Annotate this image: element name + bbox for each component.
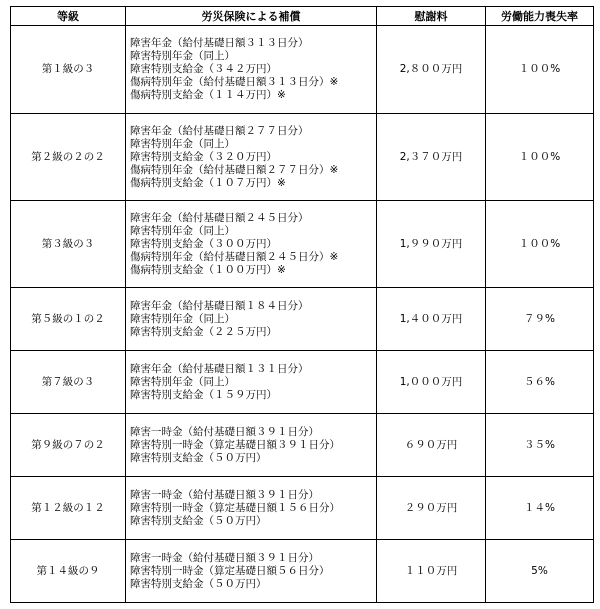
- compensation-line: 傷病特別支給金（１０７万円）※: [130, 176, 286, 189]
- grade-cell: 第１２級の１２: [11, 477, 126, 540]
- compensation-line: 障害特別支給金（３２０万円）: [130, 150, 277, 163]
- compensation-line: 傷病特別年金（給付基礎日額３１３日分）※: [130, 76, 339, 88]
- compensation-line: 障害特別一時金（算定基礎日額３９１日分）: [130, 438, 340, 451]
- table-row: [11, 540, 594, 603]
- compensation-line: 障害一時金（給付基礎日額３９１日分）: [130, 425, 319, 438]
- compensation-line: 障害特別支給金（３４２万円）: [130, 63, 277, 75]
- grade-cell: 第３級の３: [11, 201, 126, 288]
- consolation-cell: １１０万円: [377, 540, 486, 603]
- loss-rate-cell: １４%: [486, 477, 594, 540]
- loss-rate-cell: １００%: [486, 201, 594, 288]
- compensation-line: 障害特別年金（同上）: [130, 50, 235, 62]
- consolation-cell: 2,８００万円: [377, 26, 486, 114]
- compensation-cell: [126, 414, 377, 477]
- consolation-cell: ２９０万円: [377, 477, 486, 540]
- compensation-line: 障害年金（給付基礎日額１８４日分）: [130, 299, 309, 312]
- compensation-line: 障害特別支給金（５０万円）: [130, 577, 267, 590]
- compensation-cell: [126, 201, 377, 288]
- compensation-line: 障害特別支給金（１５９万円）: [130, 388, 277, 401]
- compensation-cell: [126, 477, 377, 540]
- table-row: [11, 114, 594, 201]
- compensation-line: 障害特別一時金（算定基礎日額１５６日分）: [130, 501, 340, 514]
- loss-rate-cell: １００%: [486, 26, 594, 114]
- loss-rate-cell: ７９%: [486, 288, 594, 351]
- compensation-line: 障害特別支給金（５０万円）: [130, 514, 267, 527]
- compensation-line: 傷病特別支給金（１１４万円）※: [130, 89, 286, 101]
- header-compensation: 労災保険による補償: [126, 7, 377, 26]
- compensation-line: 障害特別年金（同上）: [130, 224, 235, 237]
- loss-rate-cell: ３５%: [486, 414, 594, 477]
- grade-cell: 第１４級の９: [11, 540, 126, 603]
- table-row: [11, 26, 594, 114]
- table-row: [11, 414, 594, 477]
- consolation-cell: ６９０万円: [377, 414, 486, 477]
- compensation-line: 障害特別年金（同上）: [130, 312, 235, 325]
- grade-cell: 第５級の１の２: [11, 288, 126, 351]
- consolation-cell: 1,９９０万円: [377, 201, 486, 288]
- grade-cell: 第７級の３: [11, 351, 126, 414]
- compensation-line: 障害特別支給金（５０万円）: [130, 451, 267, 464]
- compensation-line: 傷病特別支給金（１００万円）※: [130, 263, 286, 276]
- compensation-line: 障害特別支給金（３００万円）: [130, 237, 277, 250]
- compensation-line: 障害年金（給付基礎日額２４５日分）: [130, 211, 309, 224]
- grade-cell: 第１級の３: [11, 26, 126, 114]
- consolation-cell: 1,４００万円: [377, 288, 486, 351]
- consolation-cell: 1,０００万円: [377, 351, 486, 414]
- loss-rate-cell: 5%: [486, 540, 594, 603]
- compensation-line: 障害一時金（給付基礎日額３９１日分）: [130, 551, 319, 564]
- compensation-line: 障害年金（給付基礎日額３１３日分）: [130, 37, 309, 49]
- table-header-row: [11, 7, 594, 26]
- compensation-line: 障害年金（給付基礎日額２７７日分）: [130, 124, 309, 137]
- compensation-line: 障害年金（給付基礎日額１３１日分）: [130, 362, 309, 375]
- consolation-cell: 2,３７０万円: [377, 114, 486, 201]
- header-grade: 等級: [11, 7, 126, 26]
- table-row: [11, 201, 594, 288]
- header-consolation: 慰謝料: [377, 7, 486, 26]
- loss-rate-cell: ５６%: [486, 351, 594, 414]
- compensation-line: 障害一時金（給付基礎日額３９１日分）: [130, 488, 319, 501]
- compensation-line: 障害特別年金（同上）: [130, 137, 235, 150]
- compensation-cell: [126, 540, 377, 603]
- compensation-cell: [126, 114, 377, 201]
- compensation-cell: [126, 26, 377, 114]
- compensation-cell: [126, 351, 377, 414]
- compensation-table: [10, 6, 594, 603]
- table-row: [11, 477, 594, 540]
- compensation-line: 障害特別年金（同上）: [130, 375, 235, 388]
- compensation-line: 障害特別支給金（２２５万円）: [130, 325, 277, 338]
- grade-cell: 第２級の２の２: [11, 114, 126, 201]
- header-loss-rate: 労働能力喪失率: [486, 7, 594, 26]
- compensation-line: 傷病特別年金（給付基礎日額２７７日分）※: [130, 163, 339, 176]
- compensation-line: 障害特別一時金（算定基礎日額５６日分）: [130, 564, 330, 577]
- compensation-line: 傷病特別年金（給付基礎日額２４５日分）※: [130, 250, 339, 263]
- table-row: [11, 351, 594, 414]
- table-row: [11, 288, 594, 351]
- grade-cell: 第９級の７の２: [11, 414, 126, 477]
- compensation-cell: [126, 288, 377, 351]
- loss-rate-cell: １００%: [486, 114, 594, 201]
